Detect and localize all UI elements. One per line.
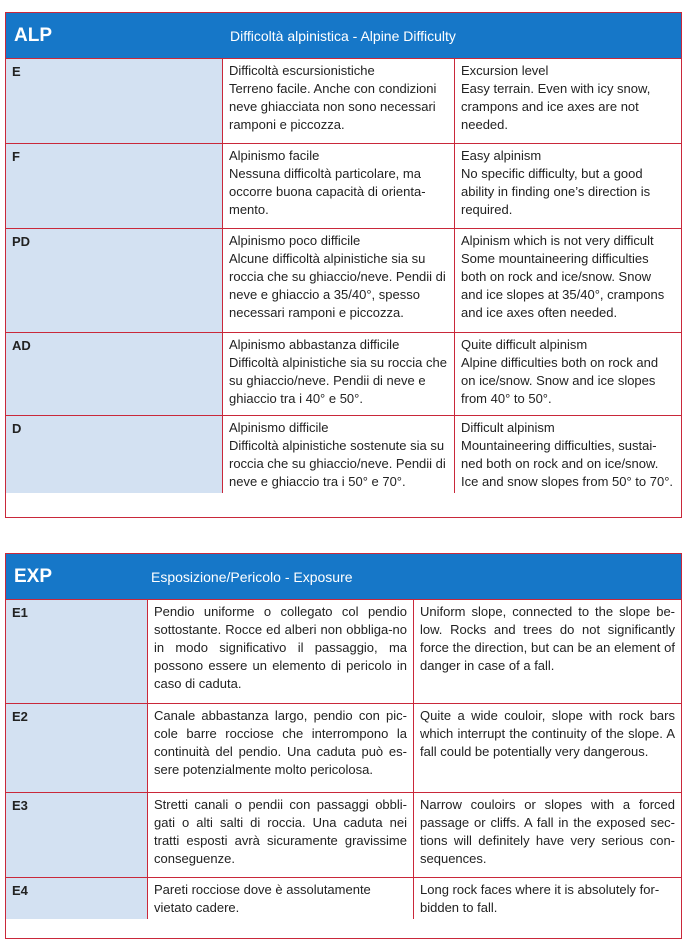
table-row: [6, 416, 681, 493]
exp-code: EXP: [14, 565, 53, 587]
row-english: Quite difficult alpinism Alpine difficulties both on rock and on ice/snow. Snow and ice slopes from 40° to 50°.: [461, 337, 659, 406]
table-row: [6, 793, 681, 878]
alp-code: ALP: [14, 24, 52, 46]
table-row: [6, 144, 681, 229]
row-code: D: [6, 416, 223, 493]
row-english: Long rock faces where it is absolutely for-bidden to fall.: [420, 882, 660, 915]
row-english: Easy alpinism No specific difficulty, but a good ability in finding one’s direction is required.: [461, 148, 651, 217]
row-italian: Canale abbastanza largo, pendio con pic-cole barre rocciose che interrompono la continuità del pendio. Una caduta può es-sere potenzialmente molto pericolosa.: [148, 704, 414, 792]
row-code: E: [6, 59, 223, 143]
alp-header: [6, 13, 681, 59]
alp-table: [5, 12, 682, 518]
table-row: [6, 704, 681, 793]
row-code: E4: [6, 878, 148, 919]
row-english: Difficult alpinism Mountaineering difficulties, sustai-ned both on rock and on ice/snow. Ice and snow slopes from 50° to 70°.: [461, 420, 674, 489]
row-italian: Pareti rocciose dove è assolutamente vietato cadere.: [148, 878, 414, 919]
table-row: [6, 600, 681, 704]
row-italian: Alpinismo difficile Difficoltà alpinistiche sostenute sia su roccia che su ghiaccio/neve. Pendii di neve e ghiaccio tra i 50° e 70°.: [223, 416, 455, 493]
table-row: [6, 878, 681, 919]
row-italian: Alpinismo facile Nessuna difficoltà particolare, ma occorre buona capacità di orienta-mento.: [223, 144, 455, 228]
row-english: Uniform slope, connected to the slope be-low. Rocks and trees do not significantly force the direction, but can be an element of danger in case of a fall.: [420, 604, 675, 673]
row-english: Quite a wide couloir, slope with rock bars which interrupt the continuity of the slope. A fall could be potentially very dangerous.: [420, 708, 675, 759]
row-italian: Alpinismo poco difficile Alcune difficoltà alpinistiche sia su roccia che su ghiaccio/neve. Pendii di neve e ghiaccio a 35/40°, spesso necessari ramponi e piccozza.: [223, 229, 455, 332]
table-row: [6, 229, 681, 333]
row-code: F: [6, 144, 223, 228]
row-english: Alpinism which is not very difficult Some mountaineering difficulties both on rock and ice/snow. Snow and ice slopes at 35/40°, crampons and ice axes often needed.: [461, 233, 665, 320]
row-code: E2: [6, 704, 148, 792]
table-row: [6, 59, 681, 144]
row-italian: Pendio uniforme o collegato col pendio sottostante. Rocce ed alberi non obbliga-no in modo significativo il passaggio, ma possono essere un elemento di pericolo in caso di caduta.: [148, 600, 414, 703]
row-italian: Difficoltà escursionistiche Terreno facile. Anche con condizioni neve ghiacciata non sono necessari ramponi e piccozza.: [223, 59, 455, 143]
row-code: AD: [6, 333, 223, 415]
row-code: E1: [6, 600, 148, 703]
table-row: [6, 333, 681, 416]
row-english: Excursion level Easy terrain. Even with icy snow, crampons and ice axes are not needed.: [461, 63, 651, 132]
exp-title: Esposizione/Pericolo - Exposure: [151, 568, 353, 585]
alp-title: Difficoltà alpinistica - Alpine Difficulty: [230, 27, 456, 44]
row-italian: Stretti canali o pendii con passaggi obbli-gati o alti salti di roccia. Una caduta nei tratti esposti avrà sicuramente gravissime conseguenze.: [148, 793, 414, 877]
exp-table: [5, 553, 682, 939]
row-italian: Alpinismo abbastanza difficile Difficoltà alpinistiche sia su roccia che su ghiaccio/neve. Pendii di neve e ghiaccio tra i 40° e 50°.: [223, 333, 455, 415]
exp-header: [6, 554, 681, 600]
row-code: PD: [6, 229, 223, 332]
row-english: Narrow couloirs or slopes with a forced passage or cliffs. A fall in the exposed sec-tions will definitely have very serious con-sequences.: [420, 797, 675, 866]
row-code: E3: [6, 793, 148, 877]
